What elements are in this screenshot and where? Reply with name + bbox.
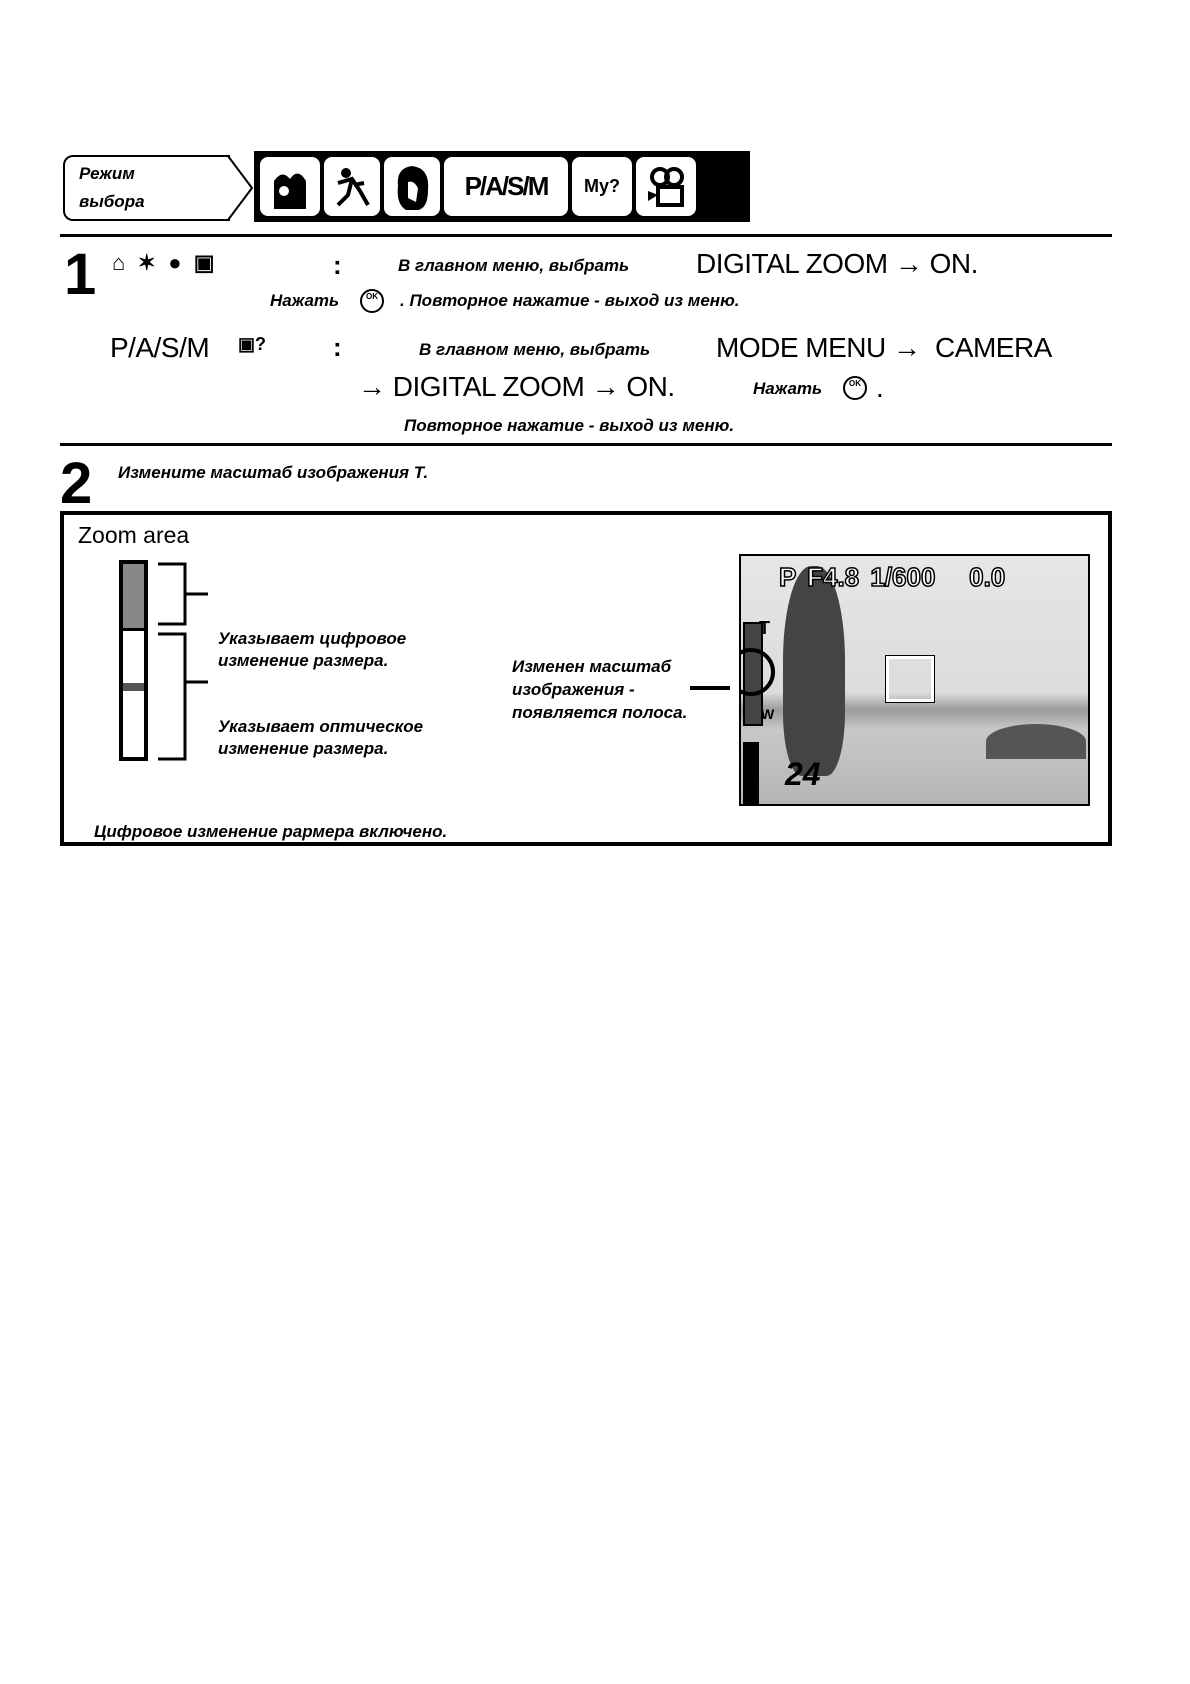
lcd-frame-count: 24 [785,756,821,792]
landscape-portrait-icon [260,157,320,216]
press-text: Нажать [753,379,823,398]
zoom-changed-note: Изменен масштаб изображения - появляется полоса. [512,657,688,722]
digital-zoom-note: Указывает цифровое изменение размера. [218,629,407,670]
zoom-footer-note: Цифровое изменение рармера включено. [94,822,448,841]
camera-lcd-preview [739,554,1090,806]
step1-command-2: MODE MENU → CAMERA [716,332,1052,363]
portrait-icon: ● [168,250,182,275]
callout-line [690,686,730,690]
lcd-wide-label: W [761,706,775,722]
highlight-circle [739,648,775,696]
optical-zoom-note: Указывает оптическое изменение размера. [218,717,424,758]
pasm-modes: P/A/S/M [110,332,210,363]
repeat-press-text: Повторное нажатие - выход из меню. [404,416,735,435]
divider [60,234,1112,237]
zoom-bar-diagram [119,560,148,761]
step1-command-3: → DIGITAL ZOOM → ON. [358,371,675,402]
arrow-shape-icon [226,155,256,221]
movie-icon [636,157,696,216]
step-2-number: 2 [60,451,93,516]
press-text: Нажать [270,291,340,310]
colon: : [333,250,342,280]
mode-label-line1: Режим [79,164,135,183]
landscape-portrait-icon: ⌂ [112,250,126,275]
mode-icon-strip [254,151,750,222]
zoom-area-title: Zoom area [78,522,190,548]
mode-pasm: P/A/S/M [444,157,568,216]
tree-image [783,566,845,776]
ok-button-icon: OK [843,376,867,400]
divider [60,443,1112,446]
repeat-press-text: Повторное нажатие - выход из меню. [409,291,740,310]
mode-label-line2: выбора [79,192,145,211]
lcd-exposure-info: P F4.8 1/600 0.0 [779,562,1006,592]
af-frame [886,656,934,702]
step1-instruction: В главном меню, выбрать [398,256,630,275]
my-mode-icon: ▣? [238,334,267,354]
step2-instruction: Измените масштаб изображения Т. [118,463,429,482]
sport-icon: ✶ [137,250,156,275]
step1-instruction-2: В главном меню, выбрать [419,340,651,359]
my-mode-icon: My? [572,157,632,216]
sport-icon [324,157,380,216]
step1-mode-icons [112,250,215,276]
portrait-icon [384,157,440,216]
ok-button-icon: OK [360,289,384,313]
step-1-number: 1 [64,242,97,307]
bracket-lines [158,562,208,762]
movie-icon: ▣ [193,250,215,275]
manual-page: Режим выбора P/A/S/M My? 1 ⌂ ✶ ● ▣ : В главном меню, выбрать DIGITAL ZOOM → ON. Нажать OK . Повторное нажатие - выход из меню. P/A/S/M ▣? : В главном меню, выбрать MODE MENU → CAMERA → DIGITAL ZOOM → ON. Нажать OK . Повторное нажатие - выход из меню. 2 Измените масштаб изображения Т. Zoom area Указывает цифровое изменение размера. Указывает оптическое изменение размера. Изменен масштаб изображения - появляется полоса. P F4.8 1/600 0.0 T W 24 Цифровое изменение рармера включено. [0,0,1190,1684]
mode-select-label [63,155,230,221]
battery-bar [743,742,759,804]
colon: : [333,332,342,362]
lcd-tele-label: T [759,618,770,638]
step1-command: DIGITAL ZOOM → ON. [696,248,978,279]
